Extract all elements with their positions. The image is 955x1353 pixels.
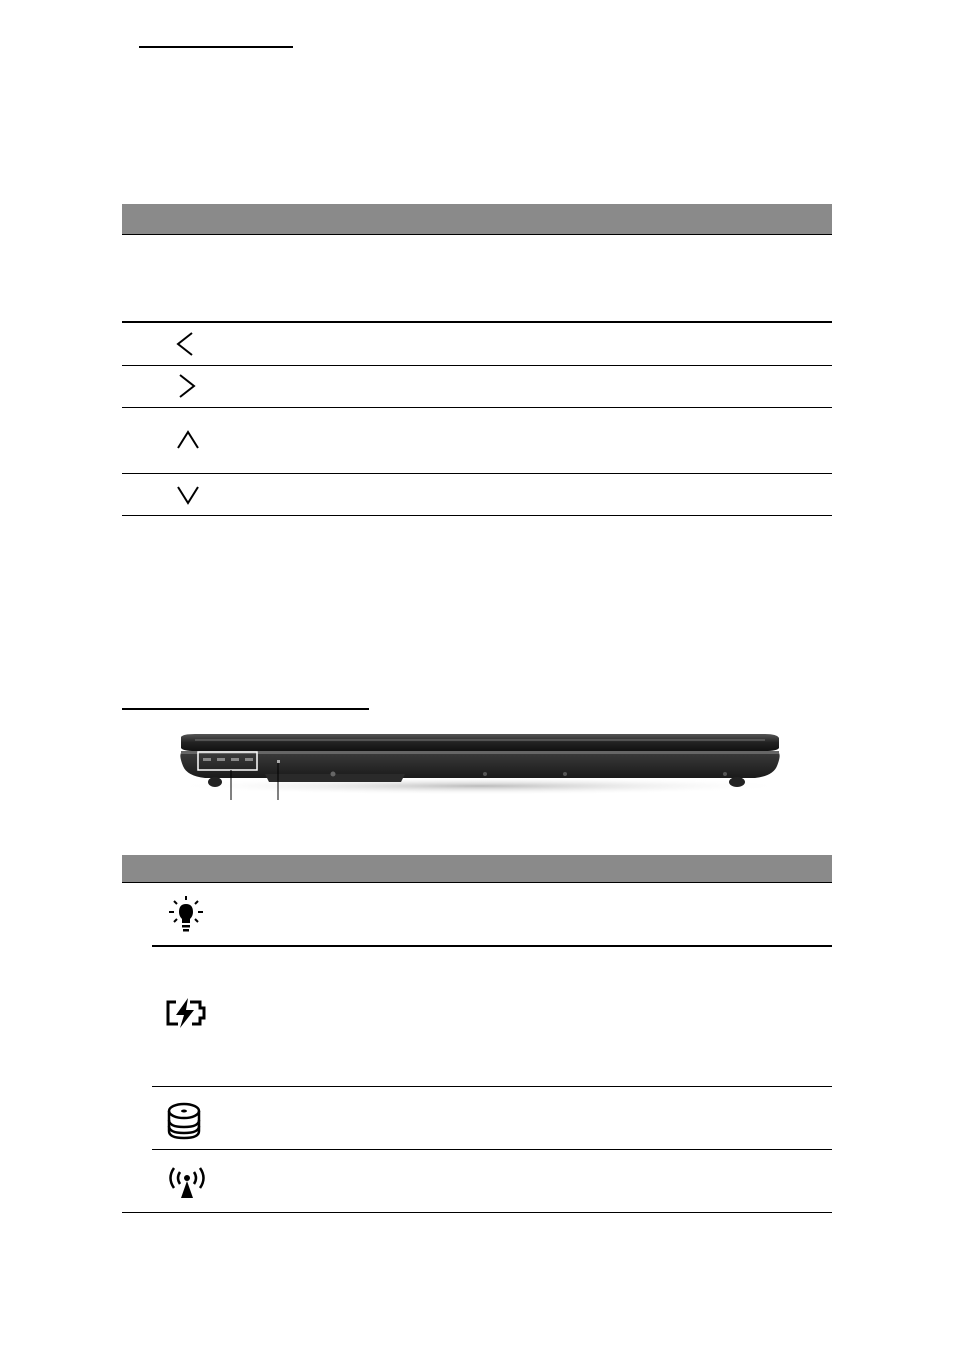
chevron-down-icon — [173, 479, 203, 509]
power-indicator-icon — [166, 895, 206, 937]
table-divider — [122, 515, 832, 516]
row-description — [242, 1160, 822, 1200]
row-description — [242, 893, 822, 933]
table-row — [122, 366, 832, 407]
chevron-left-icon — [171, 329, 201, 359]
row-description — [242, 484, 822, 506]
table-divider — [122, 1212, 832, 1213]
table-row — [122, 1087, 832, 1149]
table-row — [122, 408, 832, 473]
row-description — [242, 376, 822, 398]
table-row — [122, 1150, 832, 1212]
row-description — [242, 333, 822, 355]
chevron-right-icon — [171, 371, 201, 401]
battery-charge-icon — [164, 997, 210, 1029]
row-description — [242, 418, 822, 462]
chevron-up-icon — [173, 426, 203, 456]
row-description — [242, 245, 822, 305]
table-header — [122, 204, 832, 234]
section-title-underline — [139, 46, 293, 48]
table-header — [122, 855, 832, 882]
hdd-icon — [166, 1101, 202, 1141]
wireless-icon — [164, 1164, 210, 1200]
row-description — [242, 1097, 822, 1137]
table-row — [122, 947, 832, 1086]
table-row — [122, 883, 832, 945]
section-title — [139, 20, 293, 44]
table-row — [122, 323, 832, 365]
callout-label — [270, 802, 290, 820]
table-row — [122, 235, 832, 321]
row-description — [242, 957, 822, 1075]
section-title — [122, 682, 369, 706]
section-title-underline — [122, 708, 369, 710]
table-row — [122, 474, 832, 515]
callout-label — [222, 802, 242, 820]
laptop-front-view-figure — [165, 730, 795, 800]
